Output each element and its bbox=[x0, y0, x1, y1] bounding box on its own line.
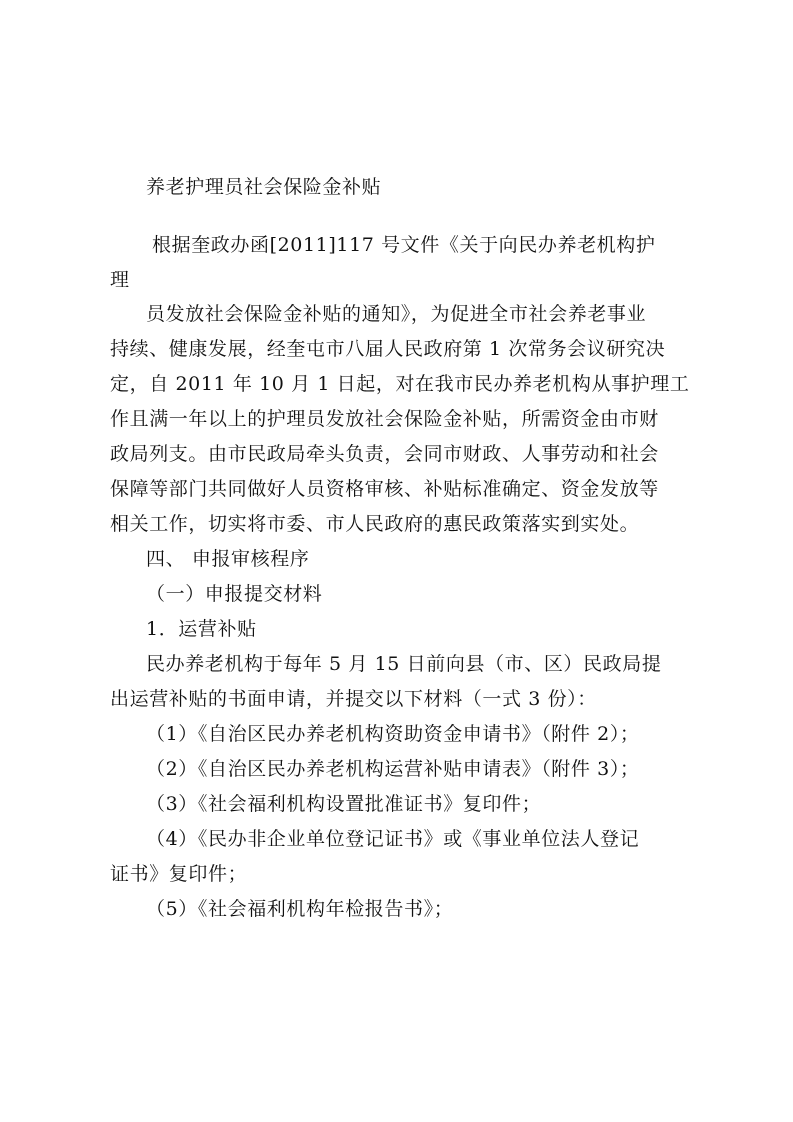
list-item: （4）《民办非企业单位登记证书》或《事业单位法人登记 bbox=[146, 828, 640, 850]
paragraph-line: 作且满一年以上的护理员发放社会保险金补贴，所需资金由市财 bbox=[110, 408, 659, 430]
paragraph-line: 员发放社会保险金补贴的通知》，为促进全市社会养老事业 bbox=[146, 303, 647, 325]
list-item-continuation: 证书》复印件； bbox=[110, 863, 248, 885]
section-heading-nursing-subsidy: 养老护理员社会保险金补贴 bbox=[146, 176, 382, 198]
subsection-heading-materials: （一）申报提交材料 bbox=[146, 583, 323, 605]
paragraph-line: 出运营补贴的书面申请，并提交以下材料（一式 3 份）： bbox=[110, 688, 597, 710]
item-heading-operating-subsidy: 1．运营补贴 bbox=[146, 618, 257, 640]
section-heading-review-procedure: 四、 申报审核程序 bbox=[146, 548, 310, 570]
paragraph-line: 政局列支。由市民政局牵头负责，会同市财政、人事劳动和社会 bbox=[110, 443, 659, 465]
list-item: （5）《社会福利机构年检报告书》； bbox=[146, 898, 454, 920]
list-item: （3）《社会福利机构设置批准证书》复印件； bbox=[146, 793, 542, 815]
paragraph-line: 根据奎政办函[2011]117 号文件《关于向民办养老机构护 bbox=[152, 234, 656, 256]
paragraph-line: 定，自 2011 年 10 月 1 日起，对在我市民办养老机构从事护理工 bbox=[110, 373, 690, 395]
list-item: （1）《自治区民办养老机构资助资金申请书》（附件 2）； bbox=[146, 723, 640, 745]
paragraph-line: 持续、健康发展，经奎屯市八届人民政府第 1 次常务会议研究决 bbox=[110, 338, 666, 360]
list-item: （2）《自治区民办养老机构运营补贴申请表》（附件 3）； bbox=[146, 758, 640, 780]
paragraph-line: 民办养老机构于每年 5 月 15 日前向县（市、区）民政局提 bbox=[146, 653, 662, 675]
paragraph-line: 相关工作，切实将市委、市人民政府的惠民政策落实到实处。 bbox=[110, 513, 640, 535]
paragraph-line: 保障等部门共同做好人员资格审核、补贴标准确定、资金发放等 bbox=[110, 478, 659, 500]
paragraph-line: 理 bbox=[110, 269, 130, 291]
